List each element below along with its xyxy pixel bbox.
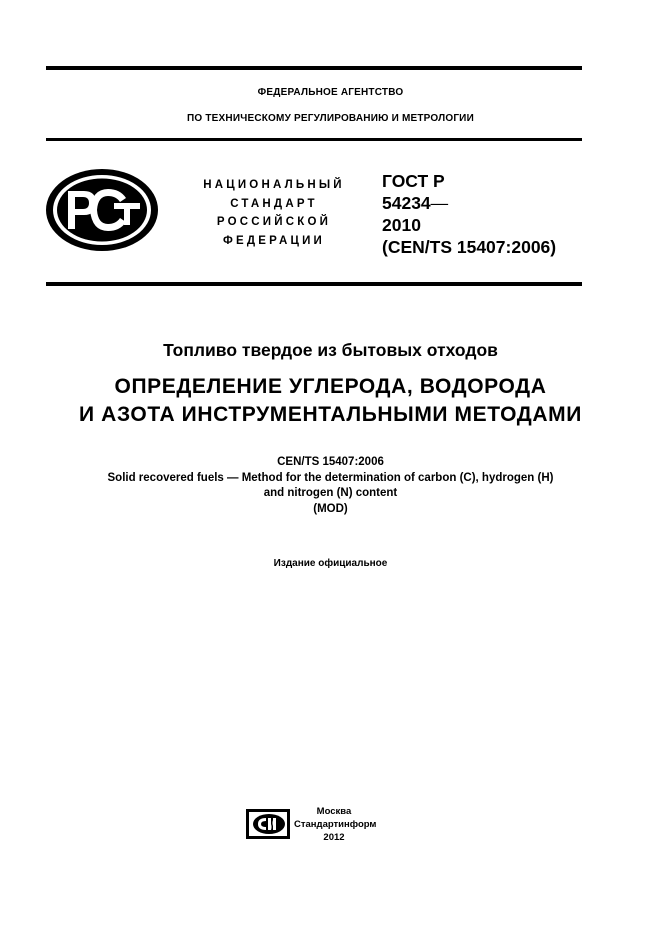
- title-line-1: ОПРЕДЕЛЕНИЕ УГЛЕРОДА, ВОДОРОДА: [114, 375, 547, 398]
- designation-intl-ref: (CEN/TS 15407:2006): [382, 237, 557, 257]
- intl-title-line-1: Solid recovered fuels — Method for the determination of carbon (C), hydrogen (H): [107, 471, 554, 484]
- publisher-city: Москва: [316, 806, 352, 817]
- standard-name-line-2: СТАНДАРТ: [230, 197, 318, 210]
- document-title: [0, 373, 661, 429]
- agency-line-1: ФЕДЕРАЛЬНОЕ АГЕНТСТВО: [257, 87, 404, 98]
- document-subtitle: Топливо твердое из бытовых отходов: [163, 340, 498, 360]
- designation-prefix: ГОСТ Р: [382, 171, 445, 191]
- edition-note: Издание официальное: [273, 558, 388, 569]
- international-reference: [0, 455, 661, 517]
- standard-name-line-1: НАЦИОНАЛЬНЫЙ: [203, 179, 345, 191]
- title-line-2: И АЗОТА ИНСТРУМЕНТАЛЬНЫМИ МЕТОДАМИ: [79, 403, 582, 426]
- standard-designation: [382, 170, 556, 258]
- standard-name: [176, 176, 372, 250]
- agency-line-2: ПО ТЕХНИЧЕСКОМУ РЕГУЛИРОВАНИЮ И МЕТРОЛОГИИ: [187, 113, 474, 124]
- designation-rule: [46, 282, 582, 286]
- header-rule: [46, 138, 582, 141]
- publisher-info: [294, 805, 377, 844]
- designation-number: 54234: [382, 193, 431, 213]
- top-rule: [46, 66, 582, 70]
- standartinform-logo-icon: [246, 809, 290, 844]
- standard-name-line-4: ФЕДЕРАЦИИ: [222, 234, 326, 247]
- intl-title-line-2: and nitrogen (N) content: [263, 487, 398, 499]
- standard-name-line-3: РОССИЙСКОЙ: [216, 216, 332, 228]
- intl-code: CEN/TS 15407:2006: [277, 456, 384, 468]
- rst-certification-mark-icon: [44, 167, 160, 258]
- publisher-name: Стандартинформ: [294, 819, 377, 830]
- intl-modification: (MOD): [313, 502, 348, 515]
- designation-year: 2010: [382, 215, 421, 235]
- designation-dash: —: [430, 193, 449, 213]
- publisher-year: 2012: [323, 832, 345, 843]
